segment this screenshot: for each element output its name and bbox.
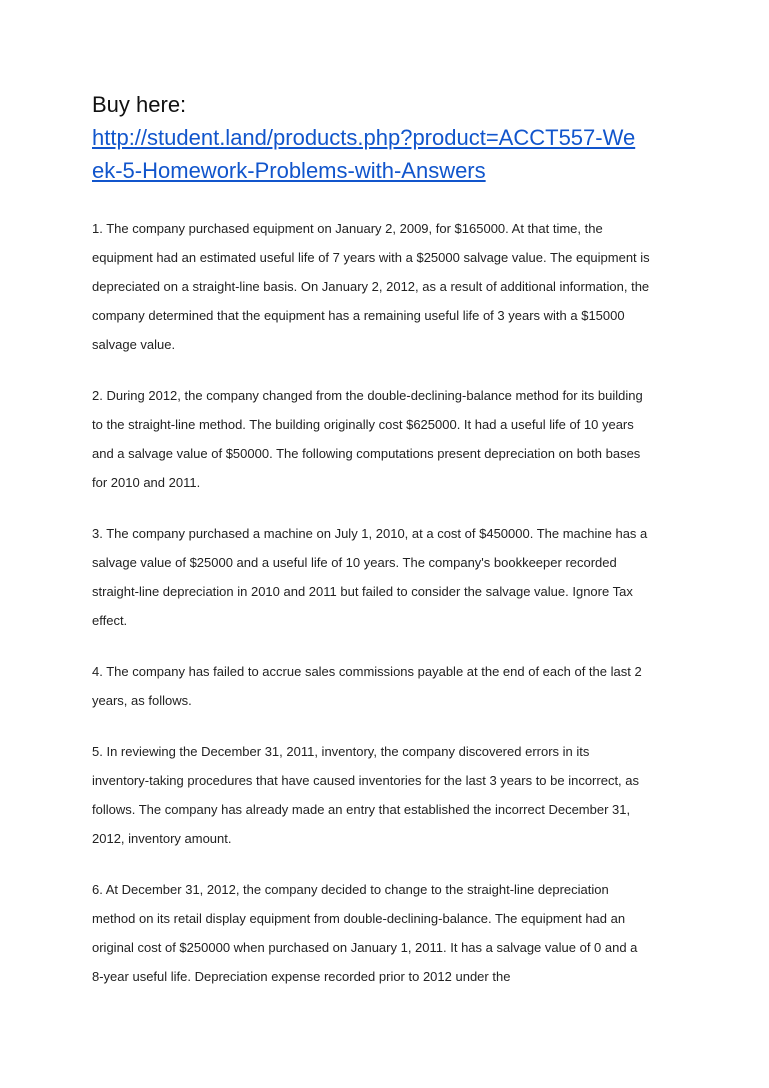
paragraph-line: for 2010 and 2011. [92,475,201,490]
paragraph-line: original cost of $250000 when purchased on January 1, 2011. It has a salvage value of 0 and a [92,940,638,955]
problem-paragraph-1 [92,214,692,359]
paragraph-line: 6. At December 31, 2012, the company decided to change to the straight-line depreciation [92,882,609,897]
problem-paragraph-2 [92,381,692,497]
paragraph-line: and a salvage value of $50000. The following computations present depreciation on both bases [92,446,641,461]
paragraph-line: company determined that the equipment has a remaining useful life of 3 years with a $15000 [92,308,625,323]
paragraph-line: 2. During 2012, the company changed from the double-declining-balance method for its building [92,388,643,403]
paragraph-line: inventory-taking procedures that have caused inventories for the last 3 years to be incorrect, as [92,773,640,788]
product-link-line-2[interactable]: ek-5-Homework-Problems-with-Answers [92,158,486,183]
paragraph-line: 5. In reviewing the December 31, 2011, inventory, the company discovered errors in its [92,744,590,759]
paragraph-line: salvage value of $25000 and a useful life of 10 years. The company's bookkeeper recorded [92,555,617,570]
paragraph-line: equipment had an estimated useful life of 7 years with a $25000 salvage value. The equipment is [92,250,650,265]
paragraph-line: effect. [92,613,128,628]
paragraph-line: 2012, inventory amount. [92,831,232,846]
paragraph-line: straight-line depreciation in 2010 and 2011 but failed to consider the salvage value. Ignore Tax [92,584,633,599]
problem-list [92,214,692,991]
product-link-line-1[interactable]: http://student.land/products.php?product=ACCT557-We [92,125,636,150]
paragraph-line: 1. The company purchased equipment on January 2, 2009, for $165000. At that time, the [92,221,603,236]
paragraph-line: 3. The company purchased a machine on July 1, 2010, at a cost of $450000. The machine has a [92,526,648,541]
paragraph-line: years, as follows. [92,693,192,708]
paragraph-line: method on its retail display equipment from double-declining-balance. The equipment had an [92,911,626,926]
buy-here-label: Buy here: [92,92,187,117]
problem-paragraph-6 [92,875,692,991]
paragraph-line: salvage value. [92,337,176,352]
document-page [92,88,692,1013]
product-link[interactable] [92,121,692,187]
problem-paragraph-4 [92,657,692,715]
paragraph-line: 8-year useful life. Depreciation expense recorded prior to 2012 under the [92,969,511,984]
problem-paragraph-3 [92,519,692,635]
paragraph-line: 4. The company has failed to accrue sales commissions payable at the end of each of the last 2 [92,664,642,679]
problem-paragraph-5 [92,737,692,853]
paragraph-line: follows. The company has already made an entry that established the incorrect December 31, [92,802,631,817]
paragraph-line: depreciated on a straight-line basis. On January 2, 2012, as a result of additional information, the [92,279,650,294]
paragraph-line: to the straight-line method. The building originally cost $625000. It had a useful life of 10 years [92,417,634,432]
